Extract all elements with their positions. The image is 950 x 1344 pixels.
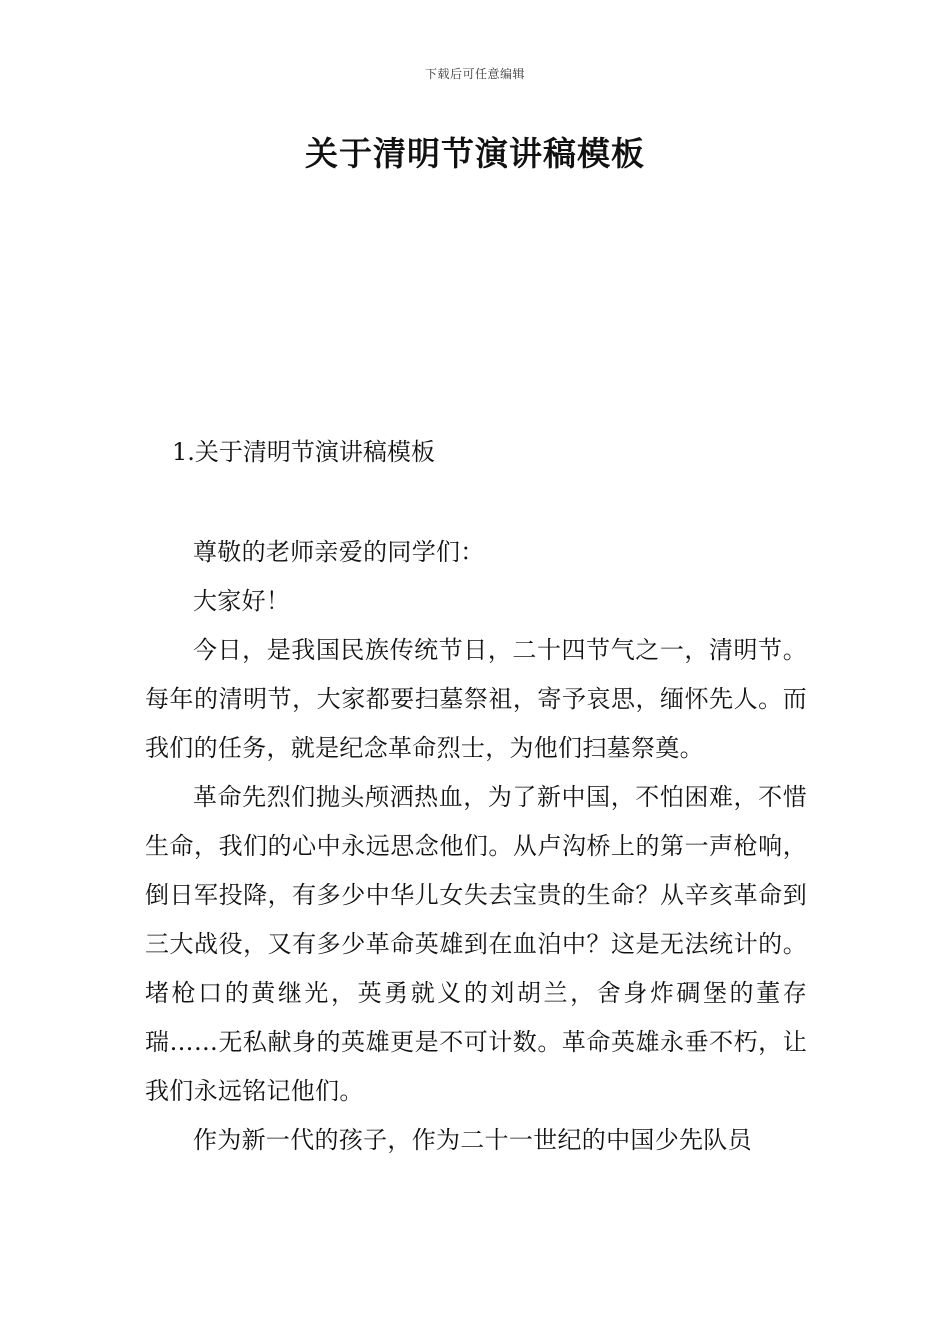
salutation: 尊敬的老师亲爱的同学们： (193, 538, 485, 566)
body-paragraph: 今日，是我国民族传统节日，二十四节气之一，清明节。每年的清明节，大家都要扫墓祭祖，寄予哀思，缅怀先人。而我们的任务，就是纪念革命烈士，为他们扫墓祭奠。 (145, 636, 807, 762)
page-title: 关于清明节演讲稿模板 (305, 134, 645, 173)
document-body (145, 528, 807, 1165)
greeting: 大家好！ (193, 587, 291, 615)
header-note: 下载后可任意编辑 (424, 67, 525, 81)
body-paragraph: 作为新一代的孩子，作为二十一世纪的中国少先队员 (193, 1126, 752, 1154)
section-heading: 1.关于清明节演讲稿模板 (172, 438, 435, 466)
body-paragraph: 革命先烈们抛头颅洒热血，为了新中国，不怕困难，不惜生命，我们的心中永远思念他们。从卢沟桥上的第一声枪响，倒日军投降，有多少中华儿女失去宝贵的生命？从辛亥革命到三大战役，又有多少革命英雄到在血泊中？这是无法统计的。堵枪口的黄继光，英勇就义的刘胡兰，舍身炸碉堡的董存瑞……无私献身的英雄更是不可计数。革命英雄永垂不朽，让我们永远铭记他们。 (145, 783, 807, 1105)
